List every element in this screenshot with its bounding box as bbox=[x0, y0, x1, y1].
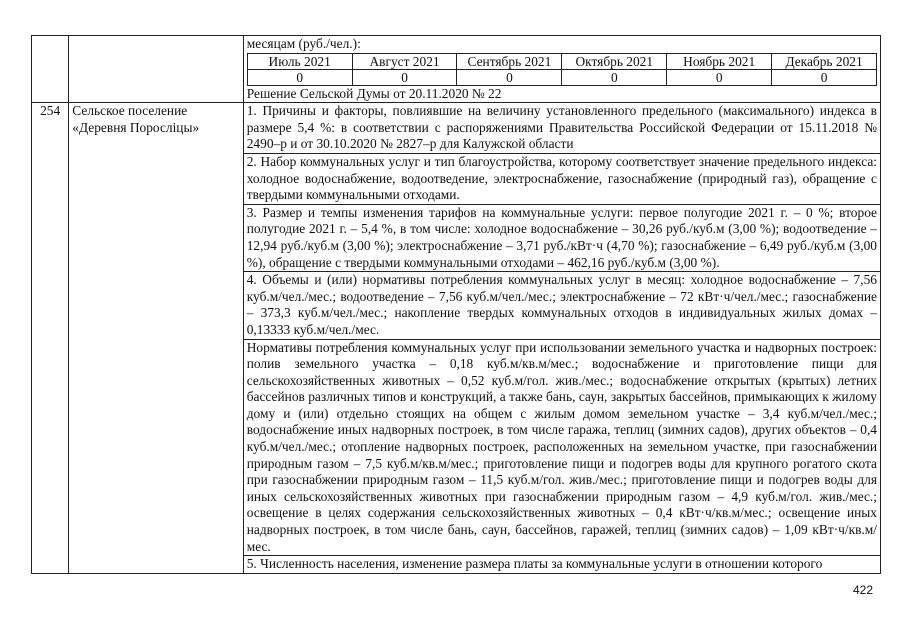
month-header: Декабрь 2021 bbox=[772, 53, 877, 69]
table-row bbox=[32, 36, 881, 103]
month-value: 0 bbox=[667, 69, 772, 85]
month-header: Август 2021 bbox=[352, 53, 457, 69]
row-number-cell bbox=[32, 36, 69, 103]
month-value: 0 bbox=[562, 69, 667, 85]
month-header: Сентябрь 2021 bbox=[457, 53, 562, 69]
tariff-table bbox=[31, 35, 881, 574]
paragraph-2: 2. Набор коммунальных услуг и тип благоустройства, которому соответствует значение предельного индекса: холодное водоснабжение, водоотведение, электроснабжение, газоснабжение (природный газ), обращение с твердыми коммунальными отходами. bbox=[244, 154, 880, 205]
months-header-row bbox=[247, 53, 876, 69]
content-cell bbox=[243, 103, 880, 574]
month-header: Октябрь 2021 bbox=[562, 53, 667, 69]
row-number: 254 bbox=[32, 103, 69, 574]
months-value-row bbox=[247, 69, 876, 85]
paragraph-5: 5. Численность населения, изменение размера платы за коммунальные услуги в отношении которого bbox=[246, 556, 823, 572]
settlement-cell bbox=[69, 36, 243, 103]
decision-reference: Решение Сельской Думы от 20.11.2020 № 22 bbox=[246, 85, 502, 101]
table-row bbox=[32, 103, 881, 574]
month-header: Июль 2021 bbox=[247, 53, 352, 69]
months-caption: месяцам (руб./чел.): bbox=[246, 36, 361, 51]
page-number: 422 bbox=[853, 583, 874, 597]
month-value: 0 bbox=[247, 69, 352, 85]
content-cell bbox=[243, 36, 880, 103]
paragraph-1: 1. Причины и факторы, повлиявшие на величину установленного предельного (максимального) индекса в размере 5,4 %: в соответствии с распоряжениями Правительства Российской Федерации от 15.11.2018 № 2490–р и от 30.10.2020 № 2827–р для Калужской области bbox=[244, 103, 880, 154]
month-header: Ноябрь 2021 bbox=[667, 53, 772, 69]
month-value: 0 bbox=[457, 69, 562, 85]
month-value: 0 bbox=[772, 69, 877, 85]
paragraph-4: 4. Объемы и (или) нормативы потребления коммунальных услуг в месяц: холодное водоснабжение – 7,56 куб.м/чел./мес.; водоотведение – 7,56 куб.м/чел./мес.; электроснабжение – 72 кВт·ч/чел./мес.; газоснабжение – 373,3 куб.м/чел./мес.; накопление твердых коммунальных отходов в индивидуальных жилых домах – 0,13333 куб.м/чел./мес. bbox=[244, 272, 880, 339]
month-value: 0 bbox=[352, 69, 457, 85]
settlement-name: Сельское поселение «Деревня Поросліцы» bbox=[69, 103, 243, 574]
paragraph-4-norms: Нормативы потребления коммунальных услуг при использовании земельного участка и надворных построек: полив земельного участка – 0,18 куб.м/кв.м/мес.; водоснабжение и приготовление пищи для сельскохозяйственных животных – 0,52 куб.м/гол. жив./мес.; водоснабжение открытых (крытых) летних бассейнов различных типов и конструкций, а также бань, саун, закрытых бассейнов, примыкающих к жилому дому и (или) отдельно стоящих на общем с жилым домом земельном участке – 3,4 куб.м/чел./мес.; водоснабжение иных надворных построек, в том числе гаража, теплиц (зимних садов), других объектов – 0,4 куб.м/чел./мес.; отопление надворных построек, расположенных на земельном участке, при газоснабжении природным газом – 7,5 куб.м/кв.м/мес.; приготовление пищи и подогрев воды для крупного рогатого скота при газоснабжении природным газом – 11,5 куб.м/гол. жив./мес.; приготовление пищи и подогрев воды для иных сельскохозяйственных животных при газоснабжении природным газом – 4,9 куб.м/гол. жив./мес.; освещение в целях содержания сельскохозяйственных животных – 0,4 кВт·ч/кв.м/мес.; освещение иных надворных построек, в том числе бань, саун, бассейнов, гаражей, теплиц (зимних садов) – 1,09 кВт·ч/кв.м/мес. bbox=[244, 340, 880, 557]
paragraph-3: 3. Размер и темпы изменения тарифов на коммунальные услуги: первое полугодие 2021 г. – 0 %; второе полугодие 2021 г. – 5,4 %, в том числе: холодное водоснабжение – 30,26 руб./куб.м (3,00 %); водоотведение – 12,94 руб./куб.м (3,00 %); электроснабжение – 3,71 руб./кВт·ч (4,70 %); газоснабжение – 6,49 руб./куб.м (3,00 %), обращение с твердыми коммунальными отходами – 462,16 руб./куб.м (3,00 %). bbox=[244, 205, 880, 272]
monthly-payment-table bbox=[247, 53, 877, 86]
